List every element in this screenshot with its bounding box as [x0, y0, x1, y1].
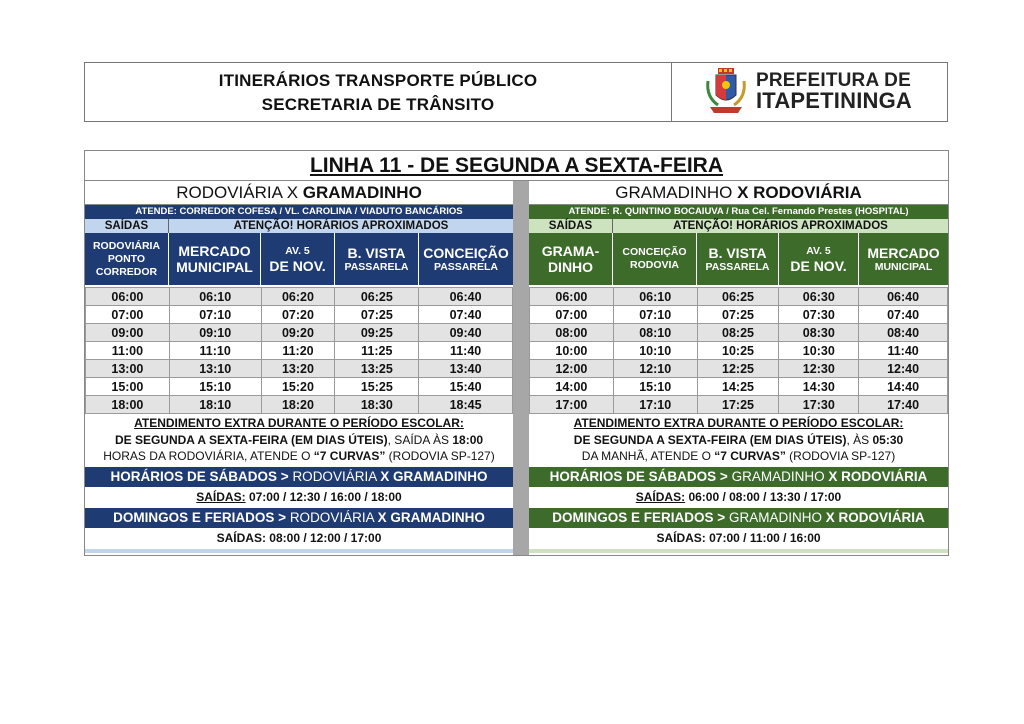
- time-cell: 09:25: [335, 324, 419, 342]
- footer-strip: [529, 549, 948, 553]
- extra-service-note: [85, 414, 513, 467]
- time-cell: 06:20: [261, 288, 335, 306]
- time-cell: 06:10: [169, 288, 261, 306]
- time-cell: 12:40: [859, 360, 948, 378]
- table-row: [530, 396, 948, 414]
- time-cell: 09:00: [86, 324, 170, 342]
- time-cell: 15:40: [419, 378, 513, 396]
- logo-text: [756, 72, 912, 112]
- header-title-line2: SECRETARIA DE TRÂNSITO: [261, 95, 495, 114]
- time-cell: 06:10: [613, 288, 697, 306]
- route-heading-b: X RODOVIÁRIA: [737, 183, 862, 202]
- saturday-band: HORÁRIOS DE SÁBADOS > GRAMADINHO X RODOVIÁRIA: [529, 467, 948, 487]
- time-cell: 15:20: [261, 378, 335, 396]
- time-cell: 18:45: [419, 396, 513, 414]
- time-cell: 07:20: [261, 306, 335, 324]
- time-cell: 06:30: [779, 288, 859, 306]
- time-cell: 07:10: [613, 306, 697, 324]
- table-row: [86, 360, 513, 378]
- route-heading-b: GRAMADINHO: [302, 183, 422, 202]
- sub-header-row: [85, 219, 513, 233]
- time-cell: 07:25: [335, 306, 419, 324]
- table-row: [530, 342, 948, 360]
- time-cell: 12:00: [530, 360, 614, 378]
- time-cell: 13:25: [335, 360, 419, 378]
- time-cell: 09:20: [261, 324, 335, 342]
- time-cell: 07:00: [530, 306, 614, 324]
- itapetininga-coat-of-arms-icon: [704, 67, 748, 117]
- time-cell: 06:00: [530, 288, 614, 306]
- time-cell: 11:10: [169, 342, 261, 360]
- time-cell: 06:25: [697, 288, 779, 306]
- time-cell: 11:00: [86, 342, 170, 360]
- divider-column: [513, 181, 529, 555]
- atende-banner: ATENDE: CORREDOR COFESA / VL. CAROLINA / VIADUTO BANCÁRIOS: [85, 205, 513, 219]
- time-cell: 08:25: [697, 324, 779, 342]
- table-row: [86, 288, 513, 306]
- logo-line1: PREFEITURA DE: [756, 70, 911, 91]
- extra-line2: DE SEGUNDA A SEXTA-FEIRA (EM DIAS ÚTEIS), SAÍDA ÀS 18:00: [114, 432, 484, 447]
- route-gramadinho-rodoviaria: [529, 181, 948, 555]
- time-cell: 09:40: [419, 324, 513, 342]
- time-cell: 08:40: [859, 324, 948, 342]
- time-cell: 13:00: [86, 360, 170, 378]
- time-cell: 14:00: [530, 378, 614, 396]
- time-cell: 12:10: [613, 360, 697, 378]
- sunday-band: DOMINGOS E FERIADOS > GRAMADINHO X RODOVIÁRIA: [529, 508, 948, 528]
- time-cell: 14:30: [779, 378, 859, 396]
- time-cell: 08:10: [613, 324, 697, 342]
- col-header: CONCEIÇÃO PASSARELA: [423, 244, 509, 273]
- time-cell: 10:25: [697, 342, 779, 360]
- route-rodoviaria-gramadinho: [85, 181, 513, 555]
- col-header: CONCEIÇÃO RODOVIA: [613, 233, 697, 285]
- time-cell: 11:40: [859, 342, 948, 360]
- time-cell: 06:25: [335, 288, 419, 306]
- saturday-times: SAÍDAS: 06:00 / 08:00 / 13:30 / 17:00: [635, 490, 842, 504]
- timetable: [529, 287, 948, 414]
- time-cell: 17:10: [613, 396, 697, 414]
- col-header: RODOVIÁRIA PONTO CORREDOR: [85, 233, 169, 285]
- time-cell: 07:40: [859, 306, 948, 324]
- extra-line2: DE SEGUNDA A SEXTA-FEIRA (EM DIAS ÚTEIS), ÀS 05:30: [573, 432, 904, 447]
- col-header: B. VISTA PASSARELA: [335, 233, 419, 285]
- time-cell: 07:10: [169, 306, 261, 324]
- table-row: [530, 306, 948, 324]
- table-row: [86, 378, 513, 396]
- atencao-label: ATENÇÃO! HORÁRIOS APROXIMADOS: [233, 220, 449, 232]
- time-cell: 12:25: [697, 360, 779, 378]
- col-header: AV. 5 DE NOV.: [779, 233, 859, 285]
- table-row: [86, 396, 513, 414]
- time-cell: 15:10: [169, 378, 261, 396]
- column-headers: [85, 233, 513, 285]
- saidas-label: SAÍDAS: [529, 219, 613, 233]
- time-cell: 09:10: [169, 324, 261, 342]
- extra-line3: HORAS DA RODOVIÁRIA, ATENDE O “7 CURVAS” (RODOVIA SP-127): [103, 449, 495, 463]
- atende-banner: ATENDE: R. QUINTINO BOCAIUVA / Rua Cel. Fernando Prestes (HOSPITAL): [529, 205, 948, 219]
- route-heading-a: GRAMADINHO: [615, 183, 738, 202]
- col-header: B. VISTA PASSARELA: [697, 233, 779, 285]
- table-row: [530, 360, 948, 378]
- time-cell: 15:25: [335, 378, 419, 396]
- time-cell: 11:25: [335, 342, 419, 360]
- time-cell: 18:00: [86, 396, 170, 414]
- route-heading: [85, 181, 513, 205]
- time-cell: 13:20: [261, 360, 335, 378]
- time-cell: 13:40: [419, 360, 513, 378]
- time-cell: 10:30: [779, 342, 859, 360]
- time-cell: 18:10: [169, 396, 261, 414]
- extra-service-note: [529, 414, 948, 467]
- time-cell: 07:30: [779, 306, 859, 324]
- time-cell: 15:00: [86, 378, 170, 396]
- time-cell: 08:00: [530, 324, 614, 342]
- saturday-times: SAÍDAS: 07:00 / 12:30 / 16:00 / 18:00: [196, 490, 402, 504]
- time-cell: 14:40: [859, 378, 948, 396]
- time-cell: 17:00: [530, 396, 614, 414]
- timetable: [85, 287, 513, 414]
- time-cell: 11:20: [261, 342, 335, 360]
- time-cell: 17:40: [859, 396, 948, 414]
- footer-strip: [85, 549, 513, 553]
- time-cell: 08:30: [779, 324, 859, 342]
- time-cell: 07:25: [697, 306, 779, 324]
- route-heading-a: RODOVIÁRIA X: [176, 183, 303, 202]
- time-cell: 13:10: [169, 360, 261, 378]
- route-heading: [529, 181, 948, 205]
- table-row: [86, 306, 513, 324]
- sunday-band: DOMINGOS E FERIADOS > RODOVIÁRIA X GRAMADINHO: [85, 508, 513, 528]
- time-cell: 06:00: [86, 288, 170, 306]
- column-headers: [529, 233, 948, 285]
- sub-header-row: [529, 219, 948, 233]
- time-cell: 06:40: [419, 288, 513, 306]
- time-cell: 15:10: [613, 378, 697, 396]
- table-row: [530, 324, 948, 342]
- col-header: AV. 5 DE NOV.: [261, 233, 335, 285]
- time-cell: 07:40: [419, 306, 513, 324]
- atencao-label: ATENÇÃO! HORÁRIOS APROXIMADOS: [673, 220, 888, 232]
- time-cell: 06:40: [859, 288, 948, 306]
- time-cell: 17:25: [697, 396, 779, 414]
- extra-title: ATENDIMENTO EXTRA DURANTE O PERÍODO ESCOLAR:: [134, 416, 464, 430]
- logo-line2: ITAPETININGA: [756, 88, 912, 113]
- extra-line3: DA MANHÃ, ATENDE O “7 CURVAS” (RODOVIA SP-127): [581, 449, 896, 463]
- saidas-label: SAÍDAS: [85, 219, 169, 233]
- time-cell: 10:00: [530, 342, 614, 360]
- table-row: [86, 342, 513, 360]
- col-header: MERCADO MUNICIPAL: [169, 233, 261, 285]
- sunday-times: SAÍDAS: 07:00 / 11:00 / 16:00: [656, 531, 821, 545]
- header-title-block: [85, 63, 672, 121]
- header-box: [84, 62, 948, 122]
- col-header: GRAMA- DINHO: [529, 233, 613, 285]
- time-cell: 10:10: [613, 342, 697, 360]
- time-cell: 14:25: [697, 378, 779, 396]
- header-title-line1: ITINERÁRIOS TRANSPORTE PÚBLICO: [218, 71, 538, 90]
- time-cell: 18:30: [335, 396, 419, 414]
- saturday-band: HORÁRIOS DE SÁBADOS > RODOVIÁRIA X GRAMADINHO: [85, 467, 513, 487]
- time-cell: 17:30: [779, 396, 859, 414]
- time-cell: 18:20: [261, 396, 335, 414]
- time-cell: 07:00: [86, 306, 170, 324]
- table-row: [530, 378, 948, 396]
- sunday-times: SAÍDAS: 08:00 / 12:00 / 17:00: [216, 531, 382, 545]
- time-cell: 11:40: [419, 342, 513, 360]
- table-row: [86, 324, 513, 342]
- schedule-frame: [84, 150, 949, 556]
- header-logo-block: [672, 63, 947, 121]
- col-header: MERCADO MUNICIPAL: [867, 244, 940, 273]
- time-cell: 12:30: [779, 360, 859, 378]
- schedule-title: LINHA 11 - DE SEGUNDA A SEXTA-FEIRA: [85, 151, 948, 181]
- extra-title: ATENDIMENTO EXTRA DURANTE O PERÍODO ESCOLAR:: [573, 416, 904, 430]
- table-row: [530, 288, 948, 306]
